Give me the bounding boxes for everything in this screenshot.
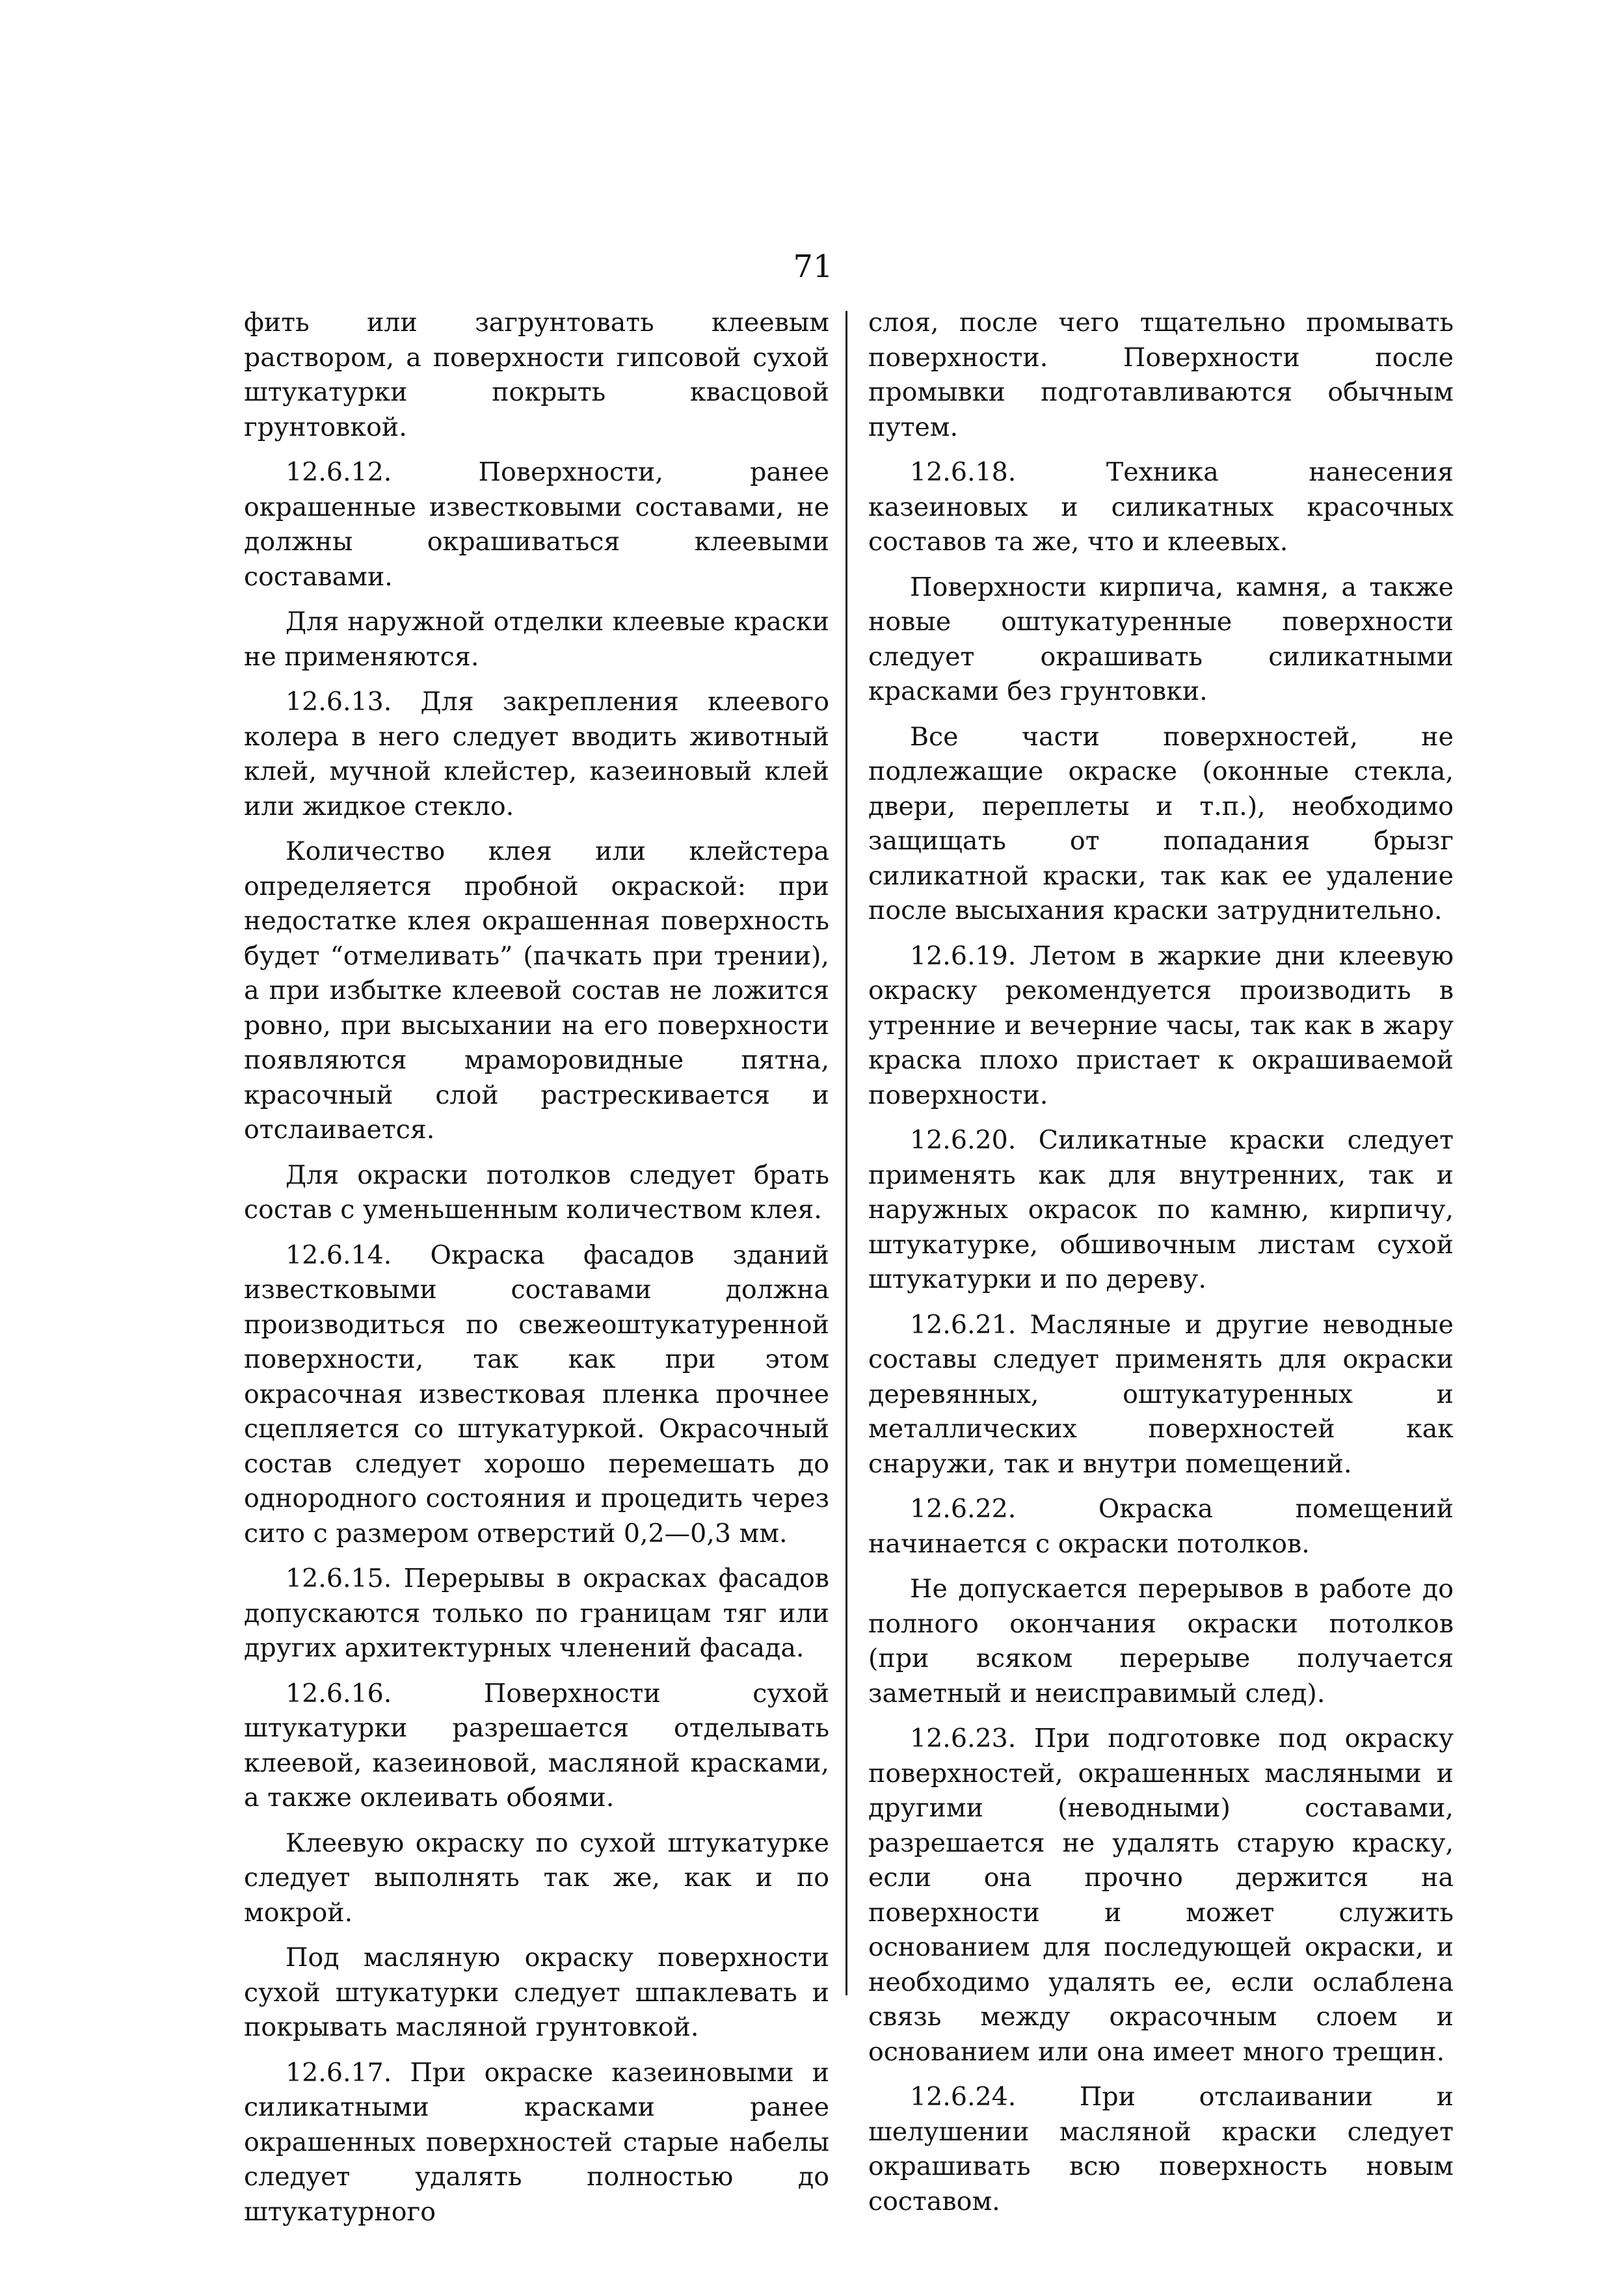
left-column — [244, 306, 829, 2240]
paragraph: 12.6.22. Окраска помещений начинается с окраски потолков. — [868, 1494, 1454, 1559]
paragraph: 12.6.13. Для закрепления клеевого колера в него следует вводить животный клей, мучной клейстер, казеиновый клей или жидкое стекло. — [244, 687, 829, 821]
paragraph: 12.6.24. При отслаивании и шелушении масляной краски следует окрашивать всю поверхность новым составом. — [868, 2082, 1454, 2216]
paragraph: 12.6.18. Техника нанесения казеиновых и силикатных красочных составов та же, что и клеевых. — [868, 457, 1454, 557]
right-column — [868, 306, 1454, 2229]
paragraph: Количество клея или клейстера определяется пробной окраской: при недостатке клея окрашенная поверхность будет “отмеливать” (пачкать при трении), а при избытке клеевой состав не ложится ровно, при высыхании на его поверхности появляются мраморовидные пятна, красочный слой растрескивается и отслаивается. — [244, 836, 829, 1145]
paragraph: 12.6.20. Силикатные краски следует применять как для внутренних, так и наружных окрасок по камню, кирпичу, штукатурке, обшивочным листам сухой штукатурки и по дереву. — [868, 1125, 1454, 1294]
paragraph: 12.6.14. Окраска фасадов зданий известковыми составами должна производиться по свежеоштукатуренной поверхности, так как при этом окрасочная известковая пленка прочнее сцепляется со штукатуркой. Окрасочный состав следует хорошо перемешать до однородного состояния и процедить через сито с размером отверстий 0,2—0,3 мм. — [244, 1240, 829, 1549]
paragraph: 12.6.16. Поверхности сухой штукатурки разрешается отделывать клеевой, казеиновой, масляной красками, а также оклеивать обоями. — [244, 1678, 829, 1813]
paragraph: 12.6.23. При подготовке под окраску поверхностей, окрашенных масляными и другими (неводными) составами, разрешается не удалять старую краску, если она прочно держится на поверхности и может служить основанием для последующей окраски, и необходимо удалять ее, если ослаблена связь между окрасочным слоем и основанием или она имеет много трещин. — [868, 1723, 1454, 2067]
paragraph: Все части поверхностей, не подлежащие окраске (оконные стекла, двери, переплеты и т.п.), необходимо защищать от попадания брызг силикатной краски, так как ее удаление после высыхания краски затруднительно. — [868, 721, 1454, 925]
paragraph: Поверхности кирпича, камня, а также новые оштукатуренные поверхности следует окрашивать силикатными красками без грунтовки. — [868, 572, 1454, 706]
paragraph: Не допускается перерывов в работе до полного окончания окраски потолков (при всяком перерыве получается заметный и неисправимый след). — [868, 1574, 1454, 1709]
paragraph: 12.6.12. Поверхности, ранее окрашенные известковыми составами, не должны окрашиваться клеевыми составами. — [244, 457, 829, 592]
paragraph: Клеевую окраску по сухой штукатурке следует выполнять так же, как и по мокрой. — [244, 1828, 829, 1928]
paragraph: 12.6.19. Летом в жаркие дни клеевую окраску рекомендуется производить в утренние и вечерние часы, так как в жару краска плохо пристает к окрашиваемой поверхности. — [868, 940, 1454, 1110]
paragraph: фить или загрунтовать клеевым раствором, а поверхности гипсовой сухой штукатурки покрыть квасцовой грунтовкой. — [244, 308, 829, 442]
paragraph: Для наружной отделки клеевые краски не применяются. — [244, 607, 829, 672]
page-number: 71 — [793, 248, 833, 285]
paragraph: 12.6.21. Масляные и другие неводные составы следует применять для окраски деревянных, оштукатуренных и металлических поверхностей как снаружи, так и внутри помещений. — [868, 1309, 1454, 1479]
paragraph: Под масляную окраску поверхности сухой штукатурки следует шпаклевать и покрывать масляной грунтовкой. — [244, 1943, 829, 2042]
paragraph: 12.6.17. При окраске казеиновыми и силикатными красками ранее окрашенных поверхностей старые набелы следует удалять полностью до штукатурного — [244, 2057, 829, 2227]
paragraph: 12.6.15. Перерывы в окрасках фасадов допускаются только по границам тяг или других архитектурных членений фасада. — [244, 1563, 829, 1663]
paragraph: Для окраски потолков следует брать состав с уменьшенным количеством клея. — [244, 1160, 829, 1225]
paragraph: слоя, после чего тщательно промывать поверхности. Поверхности после промывки подготавливаются обычным путем. — [868, 308, 1454, 442]
column-divider — [845, 311, 847, 1995]
